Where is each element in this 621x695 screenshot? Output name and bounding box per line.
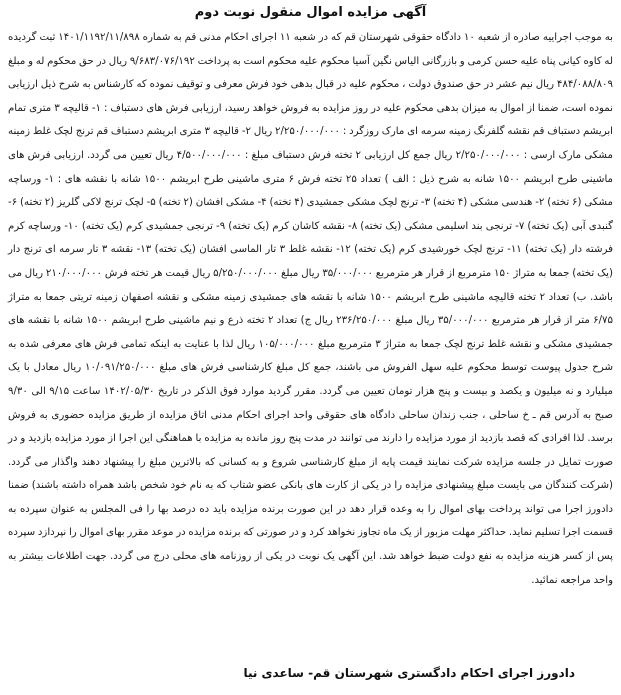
auction-notice xyxy=(6,2,615,691)
notice-body: به موجب اجراییه صادره از شعبه ۱۰ دادگاه حقوقی شهرستان قم که در شعبه ۱۱ اجرای احکام مدنی قم به شماره ۱۴۰۱/۱۱۹۲/۱۱/۸۹۸ ثبت گردیده له کاوه کیانی پناه علیه حسن کرمی و بازرگانی الیاس نگین آسیا محکوم علیه محکوم است به پرداخت ۹/۶۸۳/۰۷۶/۱۹۲ ریال در حق محکوم له و مبلغ ۴۸۴/۰۸۸/۸۰۹ ریال نیم عشر در حق صندوق دولت ، محکوم علیه در قبال بدهی خود فرش معرفی و توقیف نموده که کارشناس به شرح ذیل ارزیابی نموده است، ضمنا از اموال به میزان بدهی محکوم علیه در روز مزایده به فروش خواهد رسید، ارزیابی فرش های دستباف : ۱- قالیچه ۳ متری تمام ابریشم دستباف قم نقشه گلفرنگ زمینه سرمه ای مارک روزگرد : ۲/۲۵۰/۰۰۰/۰۰۰ ریال ۲- قالیچه ۳ متری ابریشم دستباف قم ترنج لچک غلط زمینه مشکی مارک ارسی : ۲/۲۵۰/۰۰۰/۰۰۰ ریال جمع کل ارزیابی ۲ تخته فرش دستباف مبلغ : ۴/۵۰۰/۰۰۰/۰۰۰ ریال تعیین می گردد. ارزیابی فرش های ماشینی طرح ابریشم ۱۵۰۰ شانه به شرح ذیل : الف ) تعداد ۲۵ تخته فرش ۶ متری ماشینی طرح ابریشم ۱۵۰۰ شانه با نقشه های : ۱- ورساچه مشکی (۶ تخته) ۲- هندسی مشکی (۴ تخته) ۳- ترنج لچک مشکی جمشیدی (۴ تخته) ۴- مشکی افشان (۲ تخته) ۵- لچک ترنج لاکی گلریز (۲ تخته) ۶- گنبدی آبی (یک تخته) ۷- ترنجی بند اسلیمی مشکی (یک تخته) ۸- نقشه کاشان کرم (یک تخته) ۹- ترنجی جمشیدی کرم (یک تخته) ۱۰- ورساچه کرم فرشته دار (یک تخته) ۱۱- ترنج لچک خورشیدی کرم (یک تخته) ۱۲- نقشه غلط ۳ تار الماسی افشان (یک تخته) ۱۳- نقشه ۳ تار سرمه ای ترنج دار (یک تخته) جمعا به متراژ ۱۵۰ مترمربع از قرار هر مترمربع ۳۵/۰۰۰/۰۰۰ ریال مبلغ ۵/۲۵۰/۰۰۰/۰۰۰ ریال قیمت هر تخته فرش ۲۱۰/۰۰۰/۰۰۰ ریال می باشد. ب) تعداد ۲ تخته قالیچه ماشینی طرح ابریشم ۱۵۰۰ شانه با نقشه های جمشیدی زمینه مشکی و نقشه اصفهان زمینه تریتی جمعا به متراژ ۶/۷۵ متر از قرار هر مترمربع ۳۵/۰۰۰/۰۰۰ ریال مبلغ ۲۳۶/۲۵۰/۰۰۰ ریال ج) تعداد ۲ تخته ذرع و نیم ماشینی طرح ابریشم ۱۵۰۰ شانه با نقشه های جمشیدی مشکی و نقشه غلط ترنج لچک جمعا به متراژ ۳ مترمربع مبلغ ۱۰۵/۰۰۰/۰۰۰ ریال لذا با عنایت به اینکه تمامی فرش های معرفی شده به شرح جدول پیوست توسط محکوم علیه سهل الفروش می باشند، جمع کل مبلغ کارشناسی فرش های مبلغ ۱۰/۰۹۱/۲۵۰/۰۰۰ ریال معادل با یک میلیارد و نه میلیون و یکصد و بیست و پنج هزار تومان تعیین می گردد. مقرر گردید موارد فوق الذکر در تاریخ ۱۴۰۲/۰۵/۳۰ ساعت ۹/۱۵ الی ۹/۳۰ صبح به آدرس قم ـ خ ساحلی ، جنب زندان ساحلی دادگاه های حقوقی واحد اجرای احکام مدنی اتاق مزایده از طریق مزایده حضوری به فروش برسد. لذا افرادی که قصد بازدید از مورد مزایده را دارند می توانند در مدت پنج روز مانده به مزایده با هماهنگی این اجرا از مورد مزایده بازدید و در صورت تمایل در جلسه مزایده شرکت نمایند قیمت پایه از مبلغ کارشناسی شروع و به کسانی که بالاترین مبلغ را پیشنهاد دهند واگذار می گردد. (شرکت کنندگان می بایست مبلغ پیشنهادی مزایده را در یکی از کارت های بانکی عضو شتاب که به نام خود شخص باشد همراه داشته باشند) ضمنا دادورز اجرا می تواند پرداخت بهای اموال را به وعده قرار دهد در این صورت برنده مزایده باید ده درصد بها را فی المجلس به عنوان سپرده به قسمت اجرا تسلیم نماید. حداکثر مهلت مزبور از یک ماه تجاوز نخواهد کرد و در صورتی که برنده مزایده در موعد مقرر بهای اموال را نپردازد سپرده پس از کسر هزینه مزایده به نفع دولت ضبط خواهد شد. این آگهی یک نوبت در یکی از روزنامه های محلی درج می گردد. جهت اطلاعات بیشتر به واحد مراجعه نمائید. xyxy=(8,32,614,586)
notice-title: آگهی مزایده اموال منقول نوبت دوم xyxy=(194,5,427,20)
notice-signature: دادورز اجرای احکام دادگستری شهرستان قم- ساعدی نیا xyxy=(243,666,575,680)
